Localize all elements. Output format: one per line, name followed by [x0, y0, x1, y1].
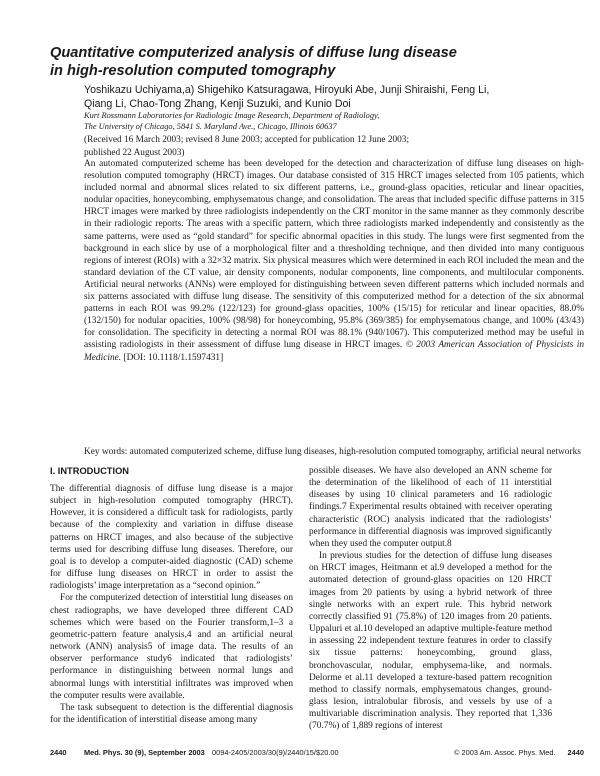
right-paragraph-2: In previous studies for the detection of diffuse lung diseases on HRCT images, Heitmann et al.9 developed a method for the automated detection of ground-glass opacities on 120 HRCT images from 20 patients by using a hybrid network of three single networks with an expert rule. This hybrid network correctly classified 91 (75.8%) of 120 images from 20 patients. Uppaluri et al.10 developed an adaptive multiple-feature method in assessing 22 independent texture features in order to classify six tissue patterns: honeycombing, ground glass, bronchovascular, nodular, emphysema-like, and normals. Delorme et al.11 developed a texture-based pattern recognition method to classify normals, emphysematous changes, ground-glass lesion, intralobular fibrosis, and vessels by use of a multivariable discrimination analysis. They reported that 1,336 (70.7%) of 1,889 regions of interest — [309, 551, 552, 732]
keywords: Key words: automated computerized scheme, diffuse lung diseases, high-resolution computed tomography, artificial neural networks — [84, 447, 581, 457]
column-right — [309, 465, 552, 732]
left-paragraph-1: The differential diagnosis of diffuse lung disease is a major subject in high-resolution computed tomography (HRCT). However, it is considered a difficult task for radiologists, partly because of the complexity and variation in diffuse disease patterns on HRCT images, and also because of the subjective terms used for describing diffuse lung diseases. Therefore, our goal is to develop a computer-aided diagnostic (CAD) scheme for diffuse lung diseases on HRCT in order to assist the radiologists’ image interpretation as a “second opinion.” — [50, 484, 293, 592]
section-heading: I. INTRODUCTION — [50, 466, 130, 476]
affiliation-line-1: Kurt Rossmann Laboratories for Radiologic Image Research, Department of Radiology, — [84, 111, 380, 120]
affiliation-line-2: The University of Chicago, 5841 S. Maryland Ave., Chicago, Illinois 60637 — [84, 122, 337, 131]
abstract — [84, 158, 584, 364]
abstract-copyright: © 2003 American Association of Physicists in Medicine. — [84, 340, 584, 363]
paper-title — [50, 44, 570, 80]
abstract-body: An automated computerized scheme has been developed for the detection and characterization of diffuse lung diseases on high-resolution computed tomography (HRCT) images. Our database consisted of 315 HRCT images selected from 105 patients, which included normal and abnormal slices related to six different patterns, i.e., ground-glass opacities, reticular and linear opacities, nodular opacities, honeycombing, emphysematous change, and consolidation. The areas that included specific diffuse patterns in 315 HRCT images were marked by three radiologists independently on the CRT monitor in the same manner as they commonly describe in their radiologic reports. The areas with a specific pattern, which three radiologists marked independently and consistently as the same patterns, were used as “gold standard” for specific abnormal opacities in this study. The lungs were first segmented from the background in each slice by use of a morphological filter and a thresholding technique, and then divided into many contiguous regions of interest (ROIs) with a 32×32 matrix. Six physical measures which were determined in each ROI included the mean and the standard deviation of the CT value, air density components, nodular components, line components, and multilocular components. Artificial neural networks (ANNs) were employed for distinguishing between seven different patterns which included normals and six patterns associated with diffuse lung disease. The sensitivity of this computerized method for a detection of the six abnormal patterns in each ROI was 99.2% (122/123) for ground-glass opacities, 100% (15/15) for reticular and linear opacities, 88.0% (132/150) for nodular opacities, 100% (98/98) for honeycombing, 95.8% (369/385) for emphysematous change, and 100% (43/43) for consolidation. The specificity in detecting a normal ROI was 88.1% (940/1067). This computerized method may be useful in assisting radiologists in their assessment of diffuse lung disease in HRCT images. — [84, 159, 584, 351]
footer-journal: Med. Phys. 30 (9), September 2003 — [84, 748, 205, 757]
affiliation — [84, 110, 584, 132]
received-dates — [84, 134, 584, 159]
received-line-2: published 22 August 2003) — [84, 147, 185, 158]
footer-page-number-right: 2440 — [567, 748, 584, 757]
title-line-2: in high-resolution computed tomography — [50, 63, 336, 79]
page-footer — [50, 748, 584, 760]
footer-copyright: © 2003 Am. Assoc. Phys. Med. — [454, 748, 556, 757]
left-paragraph-3: The task subsequent to detection is the differential diagnosis for the identification of interstitial disease among many — [50, 702, 293, 725]
authors-line-2: Qiang Li, Chao-Tong Zhang, Kenji Suzuki, and Kunio Doi — [84, 97, 351, 110]
author-list — [84, 84, 584, 111]
title-line-1: Quantitative computerized analysis of diffuse lung disease — [50, 45, 457, 61]
right-paragraph-1: possible diseases. We have also developed an ANN scheme for the determination of the likelihood of each of 11 interstitial diseases by using 10 clinical parameters and 16 radiologic findings.7 Experimental results obtained with receiver operating characteristic (ROC) analysis indicated that the radiologists’ performance in differential diagnosis was improved significantly when they used the computer output.8 — [309, 466, 552, 549]
left-paragraph-2: For the computerized detection of interstitial lung diseases on chest radiographs, we have developed three different CAD schemes which were based on the Fourier transform,1–3 a geometric-pattern feature analysis,4 and an artificial neural network (ANN) analysis5 of image data. The results of an observer performance study6 indicated that radiologists’ performance in distinguishing between normal lungs and abnormal lungs with interstitial infiltrates was improved when the computer results were available. — [50, 593, 293, 701]
received-line-1: (Received 16 March 2003; revised 8 June 2003; accepted for publication 12 June 2003; — [84, 135, 410, 145]
footer-page-number-left: 2440 — [50, 748, 67, 757]
column-left — [50, 465, 293, 726]
authors-line-1: Yoshikazu Uchiyama,a) Shigehiko Katsuragawa, Hiroyuki Abe, Junji Shiraishi, Feng Li, — [84, 84, 490, 96]
abstract-doi: [DOI: 10.1118/1.1597431] — [123, 352, 224, 363]
footer-article-code: 0094-2405/2003/30(9)/2440/15/$20.00 — [212, 748, 339, 757]
